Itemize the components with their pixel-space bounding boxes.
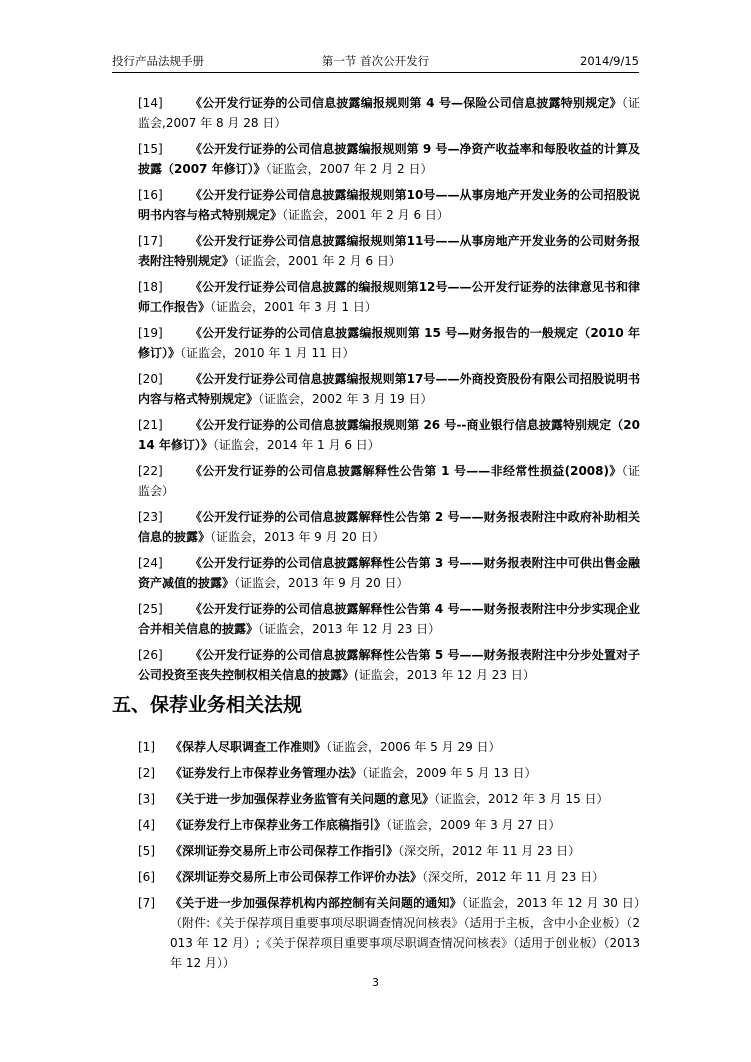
reference-text: [138, 369, 640, 409]
reference-title: 《深圳证券交易所上市公司保荐工作评价办法》: [170, 870, 423, 884]
page-number: 3: [372, 976, 379, 989]
reference-item: [138, 789, 640, 809]
reference-source: （深交所，2012 年 11 月 23 日）: [422, 870, 605, 884]
reference-title: 《保荐人尽职调查工作准则》: [170, 740, 327, 754]
reference-text: [138, 507, 640, 547]
reference-source: （证监会，2013 年 9 月 20 日）: [210, 530, 385, 544]
reference-number: [19]: [138, 326, 163, 340]
reference-title: 《公开发行证券的公司信息披露解释性公告第 1 号——非经常性损益(2008)》: [190, 464, 622, 478]
section-heading: 五、保荐业务相关法规: [112, 694, 303, 716]
reference-text: [138, 893, 640, 973]
reference-title: 《公开发行证券的公司信息披露解释性公告第 2 号——财务报表附注中政府补助相关信息的披露》: [138, 510, 640, 544]
reference-item: [138, 893, 640, 973]
reference-item: [138, 867, 640, 887]
reference-text: [138, 737, 640, 757]
reference-number: [16]: [138, 188, 163, 202]
reference-item: [138, 369, 640, 409]
reference-text: [138, 553, 640, 593]
reference-title: 《公开发行证券的公司信息披露编报规则第 9 号—净资产收益率和每股收益的计算及披露（2007 年修订）》: [138, 142, 640, 176]
reference-title: 《公开发行证券公司信息披露编报规则第17号——外商投资股份有限公司招股说明书内容与格式特别规定》: [138, 372, 640, 406]
reference-item: [138, 277, 640, 317]
reference-text: [138, 841, 640, 861]
reference-item: [138, 737, 640, 757]
reference-text: [138, 277, 640, 317]
reference-text: [138, 599, 640, 639]
reference-number: [23]: [138, 510, 163, 524]
reference-item: [138, 231, 640, 271]
reference-number: [21]: [138, 418, 163, 432]
reference-number: [6]: [138, 870, 155, 884]
header-section-title: 第一节 首次公开发行: [321, 54, 430, 68]
reference-source: （证监会，2006 年 5 月 29 日）: [326, 740, 501, 754]
reference-text: [138, 461, 640, 501]
reference-list-top: [138, 93, 640, 691]
reference-item: [138, 599, 640, 639]
reference-text: [138, 93, 640, 133]
reference-item: [138, 645, 640, 685]
reference-number: [5]: [138, 844, 155, 858]
reference-number: [20]: [138, 372, 163, 386]
reference-text: [138, 763, 640, 783]
reference-title: 《证券发行上市保荐业务管理办法》: [170, 766, 363, 780]
reference-title: 《公开发行证券的公司信息披露编报规则第 4 号—保险公司信息披露特别规定》: [190, 96, 622, 110]
reference-source: （证监会，2007 年 2 月 2 日）: [265, 162, 433, 176]
reference-number: [7]: [138, 896, 155, 910]
reference-title: 《公开发行证券的公司信息披露解释性公告第 5 号——财务报表附注中分步处置对子公司投资至丧失控制权相关信息的披露》: [138, 648, 640, 682]
reference-item: [138, 139, 640, 179]
reference-source: （证监会，2002 年 3 月 19 日）: [258, 392, 433, 406]
reference-number: [3]: [138, 792, 155, 806]
reference-text: [138, 139, 640, 179]
reference-source: （深交所，2012 年 11 月 23 日）: [398, 844, 581, 858]
reference-item: [138, 415, 640, 455]
header-date: 2014/9/15: [580, 54, 639, 68]
reference-title: 《公开发行证券的公司信息披露编报规则第 26 号--商业银行信息披露特别规定（2014 年修订）》: [138, 418, 640, 452]
reference-item: [138, 815, 640, 835]
reference-item: [138, 553, 640, 593]
reference-item: [138, 763, 640, 783]
reference-text: [138, 415, 640, 455]
reference-source: （证监会，2001 年 2 月 6 日）: [282, 208, 449, 222]
reference-number: [18]: [138, 280, 163, 294]
reference-number: [4]: [138, 818, 155, 832]
reference-text: [138, 789, 640, 809]
reference-item: [138, 461, 640, 501]
reference-source: （证监会，2013 年 12 月 23 日）: [258, 622, 441, 636]
reference-title: 《深圳证券交易所上市公司保荐工作指引》: [170, 844, 399, 858]
reference-number: [1]: [138, 740, 155, 754]
reference-number: [14]: [138, 96, 163, 110]
reference-source: （证监会，2010 年 1 月 11 日）: [180, 346, 355, 360]
reference-source: （证监会，2013 年 9 月 20 日）: [234, 576, 409, 590]
reference-title: 《证券发行上市保荐业务工作底稿指引》: [170, 818, 387, 832]
reference-title: 《公开发行证券公司信息披露的编报规则第12号——公开发行证券的法律意见书和律师工作报告》: [138, 280, 640, 314]
reference-number: [15]: [138, 142, 163, 156]
reference-source: （证监会）: [138, 464, 640, 498]
reference-source: （证监会，2014 年 1 月 6 日）: [212, 438, 380, 452]
reference-item: [138, 841, 640, 861]
reference-text: [138, 185, 640, 225]
reference-item: [138, 323, 640, 363]
reference-text: [138, 815, 640, 835]
reference-item: [138, 93, 640, 133]
reference-source: （证监会，2009 年 5 月 13 日）: [362, 766, 537, 780]
reference-item: [138, 507, 640, 547]
reference-title: 《公开发行证券公司信息披露编报规则第11号——从事房地产开发业务的公司财务报表附注特别规定》: [138, 234, 640, 268]
reference-text: [138, 645, 640, 685]
reference-title: 《关于进一步加强保荐业务监管有关问题的意见》: [170, 792, 435, 806]
header-left-title: 投行产品法规手册: [112, 54, 204, 68]
reference-source: （证监会,2007 年 8 月 28 日）: [138, 96, 640, 130]
header-divider: [112, 72, 639, 73]
reference-source: （证监会，2001 年 3 月 1 日）: [210, 300, 377, 314]
reference-text: [138, 323, 640, 363]
reference-source: （证监会，2001 年 2 月 6 日）: [234, 254, 401, 268]
page-header: [112, 52, 639, 70]
reference-number: [24]: [138, 556, 163, 570]
reference-number: [25]: [138, 602, 163, 616]
reference-source: （证监会，2009 年 3 月 27 日）: [386, 818, 561, 832]
reference-title: 《关于进一步加强保荐机构内部控制有关问题的通知》: [170, 896, 462, 910]
reference-title: 《公开发行证券的公司信息披露编报规则第 15 号—财务报告的一般规定（2010 年修订）》: [138, 326, 640, 360]
reference-source: （证监会，2013 年 12 月 30 日）（附件:《关于保荐项目重要事项尽职调查情况问核表》（适用于主板，含中小企业板）（2013 年 12 月）;《关于保荐项目重要事项尽职调查情况问核表》（适用于创业板）（2013 年 12 月））: [170, 896, 640, 970]
reference-source: (证监会，2013 年 12 月 23 日）: [354, 668, 535, 682]
reference-number: [2]: [138, 766, 155, 780]
reference-title: 《公开发行证券的公司信息披露解释性公告第 3 号——财务报表附注中可供出售金融资产减值的披露》: [138, 556, 640, 590]
reference-text: [138, 231, 640, 271]
reference-item: [138, 185, 640, 225]
reference-list-bottom: [138, 737, 640, 979]
reference-number: [26]: [138, 648, 163, 662]
reference-number: [17]: [138, 234, 163, 248]
reference-number: [22]: [138, 464, 163, 478]
reference-text: [138, 867, 640, 887]
reference-source: （证监会，2012 年 3 月 15 日）: [434, 792, 609, 806]
reference-title: 《公开发行证券的公司信息披露解释性公告第 4 号——财务报表附注中分步实现企业合并相关信息的披露》: [138, 602, 640, 636]
reference-title: 《公开发行证券公司信息披露编报规则第10号——从事房地产开发业务的公司招股说明书内容与格式特别规定》: [138, 188, 640, 222]
